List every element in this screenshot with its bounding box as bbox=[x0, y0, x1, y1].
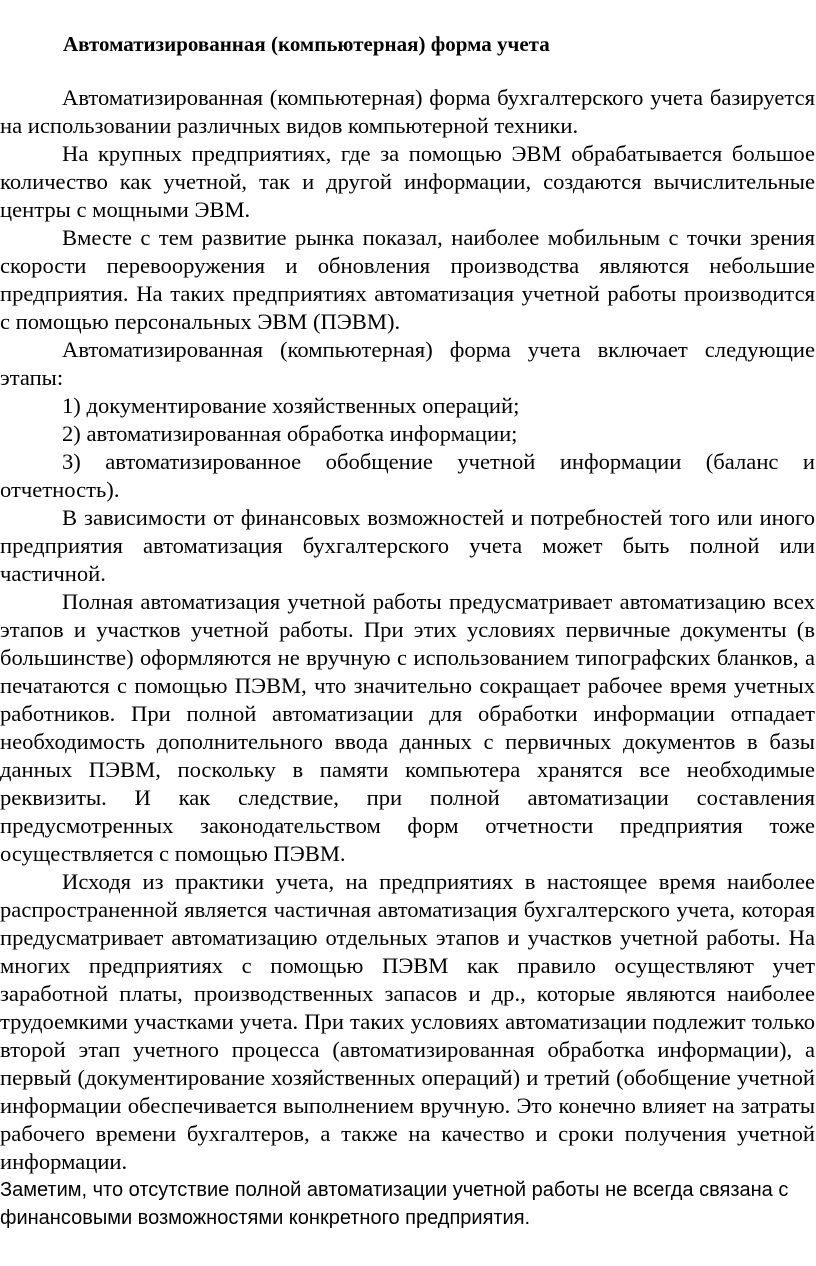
paragraph-stages-intro: Автоматизированная (компьютерная) форма учета включает следующие этапы: bbox=[0, 337, 815, 390]
list-item-stage-1: 1) документирование хозяйственных операций; bbox=[62, 393, 520, 418]
document-title: Автоматизированная (компьютерная) форма учета bbox=[63, 32, 550, 56]
paragraph-full-or-partial: В зависимости от финансовых возможностей и потребностей того или иного предприятия автоматизация бухгалтерского учета может быть полной или частичной. bbox=[0, 505, 815, 586]
paragraph-small-enterprises: Вместе с тем развитие рынка показал, наиболее мобильным с точки зрения скорости перевооружения и обновления производства являются небольшие предприятия. На таких предприятиях автоматизация учетной работы производится с помощью персональных ЭВМ (ПЭВМ). bbox=[0, 225, 815, 334]
paragraph-full-automation: Полная автоматизация учетной работы предусматривает автоматизацию всех этапов и участков учетной работы. При этих условиях первичные документы (в большинстве) оформляются не вручную с использованием типографских бланков, а печатаются с помощью ПЭВМ, что значительно сокращает рабочее время учетных работников. При полной автоматизации для обработки информации отпадает необходимость дополнительного ввода данных с первичных документов в базы данных ПЭВМ, поскольку в памяти компьютера хранятся все необходимые реквизиты. И как следствие, при полной автоматизации составления предусмотренных законодательством форм отчетности предприятия тоже осуществляется с помощью ПЭВМ. bbox=[0, 589, 815, 866]
title-spacer bbox=[0, 58, 816, 84]
list-item-stage-3: 3) автоматизированное обобщение учетной информации (баланс и отчетность). bbox=[0, 449, 815, 502]
closing-note: Заметим, что отсутствие полной автоматизации учетной работы не всегда связана с финансовыми возможностями конкретного предприятия. bbox=[0, 1179, 789, 1229]
paragraph-partial-automation: Исходя из практики учета, на предприятиях в настоящее время наиболее распространенной является частичная автоматизация бухгалтерского учета, которая предусматривает автоматизацию отдельных этапов и участков учетной работы. На многих предприятиях с помощью ПЭВМ как правило осуществляют учет заработной платы, производственных запасов и др., которые являются наиболее трудоемкими участками учета. При таких условиях автоматизации подлежит только второй этап учетного процесса (автоматизированная обработка информации), а первый (документирование хозяйственных операций) и третий (обобщение учетной информации обеспечивается выполнением вручную. Это конечно влияет на затраты рабочего времени бухгалтеров, а также на качество и сроки получения учетной информации. bbox=[0, 869, 815, 1174]
paragraph-large-enterprises: На крупных предприятиях, где за помощью ЭВМ обрабатывается большое количество как учетной, так и другой информации, создаются вычислительные центры с мощными ЭВМ. bbox=[0, 141, 815, 222]
list-item-stage-2: 2) автоматизированная обработка информации; bbox=[62, 421, 518, 446]
paragraph-intro: Автоматизированная (компьютерная) форма бухгалтерского учета базируется на использовании различных видов компьютерной техники. bbox=[0, 85, 815, 138]
